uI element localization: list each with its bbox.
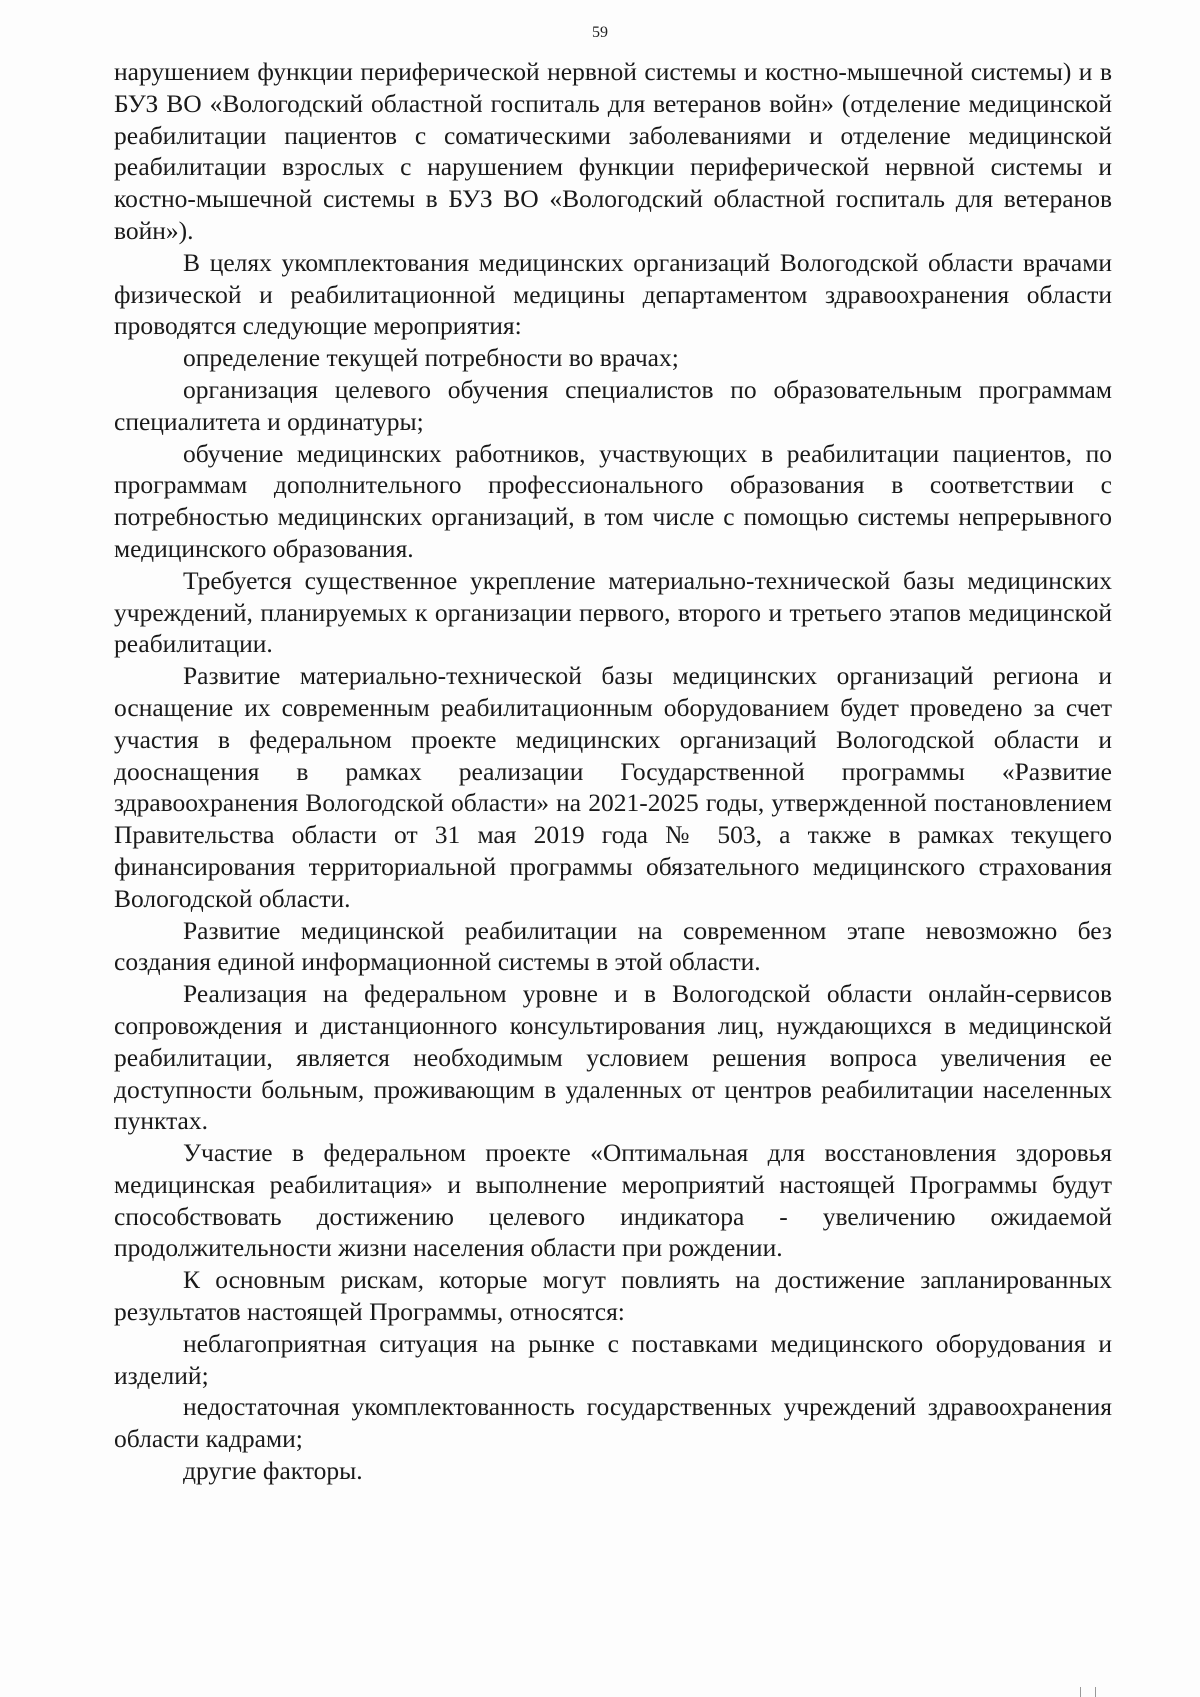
list-item-other-factors: другие факторы. [183,1456,363,1486]
page-number: 59 [592,24,608,41]
list-item-market-risk: неблагоприятная ситуация на рынке с поставками медицинского оборудования и изделий; [114,1328,1112,1390]
list-item-staffing-risk: недостаточная укомплектованность государственных учреждений здравоохранения области кадрами; [114,1392,1112,1454]
paragraph-federal-project: Участие в федеральном проекте «Оптимальная для восстановления здоровья медицинская реабилитация» и выполнение мероприятий настоящей Программы будут способствовать достижению целевого индикатора - увеличению ожидаемой продолжительности жизни населения области при рождении. [114,1138,1112,1263]
scan-edge-mark [1080,1687,1096,1697]
list-item-targeted-training: организация целевого обучения специалистов по образовательным программам специалитета и ординатуры; [114,374,1112,436]
paragraph-staffing-intro: В целях укомплектования медицинских организаций Вологодской области врачами физической и реабилитационной медицины департаментом здравоохранения области проводятся следующие мероприятия: [114,247,1112,341]
paragraph-equipment-development: Развитие материально-технической базы медицинских организаций региона и оснащение их современным реабилитационным оборудованием будет проведено за счет участия в федеральном проекте медицинских организаций Вологодской области и дооснащения в рамках реализации Государственной программы «Развитие здравоохранения Вологодской области» на 2021-2025 годы, утвержденной постановлением Правительства области от 31 мая 2019 года № 503, а также в рамках текущего финансирования территориальной программы обязательного медицинского страхования Вологодской области. [114,661,1112,913]
paragraph-online-services: Реализация на федеральном уровне и в Вологодской области онлайн-сервисов сопровождения и дистанционного консультирования лиц, нуждающихся в медицинской реабилитации, является необходимым условием решения вопроса увеличения ее доступности больным, проживающим в удаленных от центров реабилитации населенных пунктах. [114,979,1112,1136]
document-body [114,56,1112,1487]
paragraph-information-system: Развитие медицинской реабилитации на современном этапе невозможно без создания единой информационной системы в этой области. [114,915,1112,977]
paragraph-material-base: Требуется существенное укрепление материально-технической базы медицинских учреждений, планируемых к организации первого, второго и третьего этапов медицинской реабилитации. [114,565,1112,659]
list-item-demand: определение текущей потребности во врачах; [183,343,679,373]
paragraph-continuation: нарушением функции периферической нервной системы и костно-мышечной системы) и в БУЗ ВО «Вологодский областной госпиталь для ветеранов войн» (отделение медицинской реабилитации пациентов с соматическими заболеваниями и отделение медицинской реабилитации взрослых с нарушением функции периферической нервной системы и костно-мышечной системы в БУЗ ВО «Вологодский областной госпиталь для ветеранов войн»). [114,57,1112,245]
list-item-professional-education: обучение медицинских работников, участвующих в реабилитации пациентов, по программам дополнительного профессионального образования в соответствии с потребностью медицинских организаций, в том числе с помощью системы непрерывного медицинского образования. [114,438,1112,563]
paragraph-risks-intro: К основным рискам, которые могут повлиять на достижение запланированных результатов настоящей Программы, относятся: [114,1265,1112,1327]
